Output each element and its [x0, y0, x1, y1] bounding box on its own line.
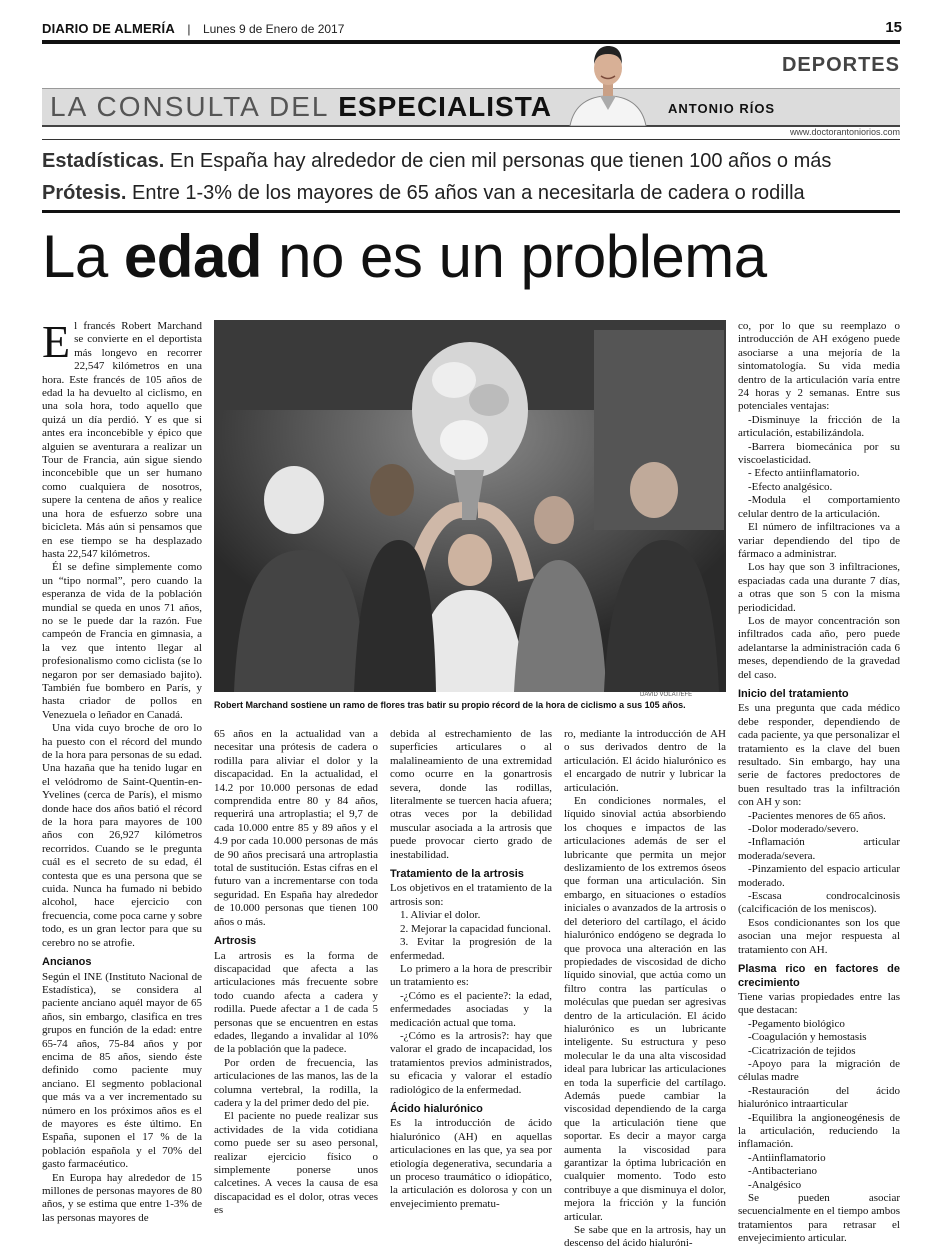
- subhead-prosthesis-lead: Prótesis.: [42, 182, 127, 204]
- list-item: -Analgésico: [748, 1178, 802, 1191]
- paragraph: debida al estrechamiento de las superficies articulares o al malalineamiento de una extremidad como ocurre en la gonartrosis severa, donde las rodillas, literalmente se tuercen hacia afuera; otras veces por la debilidad muscular asociada a la artrosis que puede provocar cierto grado de inestabilidad.: [390, 728, 552, 861]
- headline: [42, 222, 767, 291]
- lead-text: l francés Robert Marchand se convierte en el deportista más longevo en recorrer 22,547 kilómetros en una hora. Este francés de 105 años de edad la ha devuelto al ciclismo, en una sola hora, todo aquello que quizá un día perdió. Y es que si antes era inconcebible y épico que alguien se aventurara a realizar un Tour de Francia, aún sigue siendo inconcebible que un ser humano como cualquiera de nosotros, supere la centena de años y realice una hora de esfuerzo sobre una bicicleta. Más aún si pensamos que en ese tiempo se ha desplazado hasta 22,547 kilómetros.: [42, 320, 202, 560]
- list-item: -¿Cómo es el paciente?: la edad, enfermedades asociadas y la medicación actual que toma.: [390, 989, 552, 1029]
- list-item: -Efecto analgésico.: [748, 480, 833, 493]
- list-item: -¿Cómo es la artrosis?: hay que valorar el grado de incapacidad, los tratamientos previos administrados, su eficacia y valorar el estadío radiológico de la enfermedad.: [390, 1029, 552, 1096]
- paragraph: Por orden de frecuencia, las articulaciones de las manos, las de la columna vertebral, la rodilla, la cadera y la del primer dedo del pie.: [214, 1056, 378, 1109]
- list-item: -Cicatrización de tejidos: [748, 1044, 856, 1057]
- list-item: -Equilibra la angioneogénesis de la articulación, reduciendo la inflamación.: [738, 1111, 900, 1151]
- paragraph: Él se define simplemente como un “tipo normal”, pero cuando la esperanza de vida de la población mundial se queda en unos 71 años, no se le puede dar la razón. Fue campeón de Francia en gimnasia, a la vez que intento llegar al profesionalismo como ciclista (se lo negaron por ser demasiado bajito). También fue bombero en París, y hasta criador de pollos en Venezuela o leñador en Canadá.: [42, 561, 202, 721]
- section-heading-acido-hialuronico: Ácido hialurónico: [390, 1102, 483, 1115]
- list-item: -Pinzamiento del espacio articular moderado.: [738, 863, 900, 889]
- page-number: 15: [885, 19, 902, 36]
- subhead-statistics: [42, 150, 831, 173]
- paragraph: Se sabe que en la artrosis, hay un descenso del ácido hialuróni-: [564, 1224, 726, 1250]
- list-item: - Efecto antiinflamatorio.: [748, 467, 860, 480]
- paragraph: Lo primero a la hora de prescribir un tratamiento es:: [390, 962, 552, 989]
- section-label: DEPORTES: [781, 54, 900, 76]
- subhead-prosthesis: [42, 182, 805, 205]
- list-item: -Inflamación articular moderada/severa.: [738, 836, 900, 862]
- article-column-1: [42, 316, 203, 1225]
- list-item: -Pacientes menores de 65 años.: [748, 809, 886, 822]
- headline-pre: La: [42, 223, 124, 290]
- section-heading-inicio-tratamiento: Inicio del tratamiento: [738, 687, 849, 700]
- list-item: -Apoyo para la migración de células madre: [738, 1057, 900, 1084]
- paragraph: Es la introducción de ácido hialurónico (AH) en aquellas articulaciones en las que, ya sea por etiología degenerativa, secundaria a un proceso traumático o idiopático, la articulación es dolorosa y con un envejecimiento prematu-: [390, 1117, 552, 1210]
- list-item: -Escasa condrocalcinosis (calcificación de los meniscos).: [738, 890, 900, 916]
- lead-paragraph: [42, 316, 202, 561]
- paragraph: Los de mayor concentración son infiltrados cada año, pero puede adelantarse la administración cada 6 meses, dependiendo de la gravedad del caso.: [738, 614, 900, 681]
- list-item: -Restauración del ácido hialurónico intraarticular: [738, 1084, 900, 1111]
- list-item: 3. Evitar la progresión de la enfermedad.: [390, 936, 552, 962]
- paragraph: Una vida cuyo broche de oro lo ha puesto con el récord del mundo de la hora para personas de su edad. Una hazaña que ha tenido lugar en el velódromo de Saint-Quentin-en-Yvelines (cerca de París), el mismo donde hace dos años batió el récord de la hora para mayores de 100 años con 26,927 kilómetros recorridos. Cuando se le pregunta cuál es el secreto de su edad, él contesta que es una persona que se cuida. Nunca ha fumado ni bebido alcohol, hace ejercicio con frecuencia, come poca carne y sobre todo, es un gran lector para que su cerebro no se atrofie.: [42, 722, 203, 949]
- headline-bold: edad: [123, 223, 262, 290]
- paragraph: Según el INE (Instituto Nacional de Estadística), se considera al paciente anciano aquél mayor de 65 años, sin embargo, clasifica en tres grupos en función de la edad: entre 65-74 años, 75-84 años y por encima de 85 años, siendo éste definido como paciente muy anciano. El segmento poblacional que más va a ver incrementado su número en los próximos años es el de mayores es éste último. En España, suponen el 17 % de la población española y el 70% del gasto farmacéutico.: [42, 970, 202, 1171]
- banner-title-light: LA CONSULTA DEL: [50, 91, 339, 122]
- paragraph: Se pueden asociar secuencialmente en el tiempo ambos tratamientos para retrasar el envejecimiento articular.: [738, 1192, 900, 1245]
- section-heading-artrosis: Artrosis: [214, 935, 257, 948]
- paragraph: Tiene varias propiedades entre las que destacan:: [738, 990, 900, 1017]
- article-column-2: [214, 728, 378, 1218]
- list-item: -Dolor moderado/severo.: [748, 823, 859, 836]
- paragraph: En condiciones normales, el líquido sinovial actúa absorbiendo los choques e impactos de las articulaciones además de ser el lubricante que permita un mejor deslizamiento de los extremos óseos que forman una articulación. Sin embargo, en situaciones o estadíos iniciales o avanzados de la artrosis o del deterioro del cartílago, el ácido hialurónico endógeno se degrada lo que provoca una alteración en las propiedades de viscosidad de dicho líquido sinovial, que actúa como un filtro contra las partículas o moléculas que puedan ser agresivas dentro de la articulación. El ácido hialurónico es un lubricante inteligente. Su estructura y peso molecular le da una alta viscosidad ideal para lubricar las articulaciones en toda la superficie del cartílago. Además puede cambiar la viscosidad dependiendo de la carga que la articulación tiene que soportar. Es decir a mayor carga aumenta la viscosidad para garantizar la óptima lubricación en cualquier momento. Todo esto contribuye a que disminuya el dolor, mejora la fricción y la función articular.: [564, 795, 726, 1223]
- header-rule: [42, 40, 900, 44]
- issue-date: Lunes 9 de Enero de 2017: [202, 22, 345, 36]
- list-item: -Antibacteriano: [748, 1165, 818, 1178]
- paragraph: En Europa hay alrededor de 15 millones de personas mayores de 80 años, y se estima que entre 1-3% de las personas mayores de: [42, 1171, 202, 1224]
- paragraph: La artrosis es la forma de discapacidad que afecta a las articulaciones más frecuente sobre todo cuando afecta a cadera y rodilla. Puede afectar a 1 de cada 5 personas que se encuentren en estas edades, llegando a invalidar al 10% de la población que la padece.: [214, 949, 378, 1056]
- column-banner: [42, 88, 900, 127]
- article-column-5: [738, 320, 900, 1246]
- article-column-4: [564, 728, 726, 1251]
- subhead-statistics-lead: Estadísticas.: [42, 150, 165, 172]
- paragraph: El número de infiltraciones va a variar dependiendo del tipo de fármaco a administrar.: [738, 521, 900, 560]
- list-item: 2. Mejorar la capacidad funcional.: [400, 922, 551, 935]
- article-column-3: [390, 728, 552, 1211]
- paragraph: Los hay que son 3 infiltraciones, espaciadas cada una durante 7 días, a otras que son 5 con la misma periodicidad.: [738, 561, 900, 614]
- list-item: 1. Aliviar el dolor.: [400, 909, 481, 922]
- paragraph: co, por lo que su reemplazo o introducción de AH exógeno puede asociarse a una mejoría de la sintomatología. Su vida media dentro de la articulación varía entre 24 horas y 2 semanas. Entre sus potenciales ventajas:: [738, 320, 900, 413]
- section-heading-plasma: Plasma rico en factores de crecimiento: [738, 963, 900, 989]
- paragraph: ro, mediante la introducción de AH o sus derivados dentro de la articulación. El ácido hialurónico es el encargado de nutrir y lubricar la articulación.: [564, 728, 726, 794]
- list-item: -Antiinflamatorio: [748, 1151, 826, 1164]
- paragraph: 65 años en la actualidad van a necesitar una prótesis de cadera o rodilla para aliviar el dolor y la discapacidad. En la actualidad, el 14.2 por 10.000 personas de edad comprendida entre 80 y 84 años, requerirá una artroplastia; el 9,7 de cada 10.000 entre 85 y 89 años y el 4.9 por cada 10.000 personas de más de 90 años precisará una artroplastia total de sustitución. Estas cifras en el futuro van a incrementarse con toda seguridad. En España hay alrededor de 10.000 personas que tienen 100 años o más.: [214, 728, 378, 928]
- banner-title-bold: ESPECIALISTA: [338, 91, 552, 122]
- paragraph: Es una pregunta que cada médico debe responder, dependiendo de cada paciente, ya que personalizar el tratamiento es la clave del buen resultado. Sin embargo, hay una serie de factores predoctores de buen resultado tras la infiltración con AH y son:: [738, 702, 900, 809]
- paragraph: Esos condicionantes son los que asocian una mejor respuesta al tratamiento con AH.: [738, 916, 900, 956]
- banner-rule: [42, 139, 900, 140]
- photo-credit: DAVID VOLAT/EFE: [640, 692, 693, 698]
- paragraph: El paciente no puede realizar sus actividades de la vida cotidiana como puede ser su aseo personal, realizar ejercicio físico o simplemente ponerse unos calcetines. A veces la causa de esa discapacidad es el dolor, otras veces es: [214, 1110, 378, 1217]
- section-heading-ancianos: Ancianos: [42, 956, 92, 969]
- paragraph: Los objetivos en el tratamiento de la artrosis son:: [390, 882, 552, 908]
- news-photo: [214, 320, 726, 692]
- page-header: [42, 20, 902, 42]
- list-item: -Barrera biomecánica por su viscoelasticidad.: [738, 440, 900, 467]
- newspaper-name: DIARIO DE ALMERÍA: [42, 21, 175, 36]
- banner-title: [50, 91, 552, 123]
- list-item: -Pegamento biológico: [748, 1017, 845, 1030]
- section-heading-tratamiento-artrosis: Tratamiento de la artrosis: [390, 868, 524, 881]
- list-item: -Disminuye la fricción de la articulación, estabilizándola.: [738, 413, 900, 440]
- subhead-prosthesis-text: Entre 1-3% de los mayores de 65 años van a necesitarla de cadera o rodilla: [126, 182, 805, 204]
- author-website: www.doctorantoniorios.com: [789, 127, 900, 137]
- photo-caption: Robert Marchand sostiene un ramo de flores tras batir su propio récord de la hora de ciclismo a sus 105 años.: [214, 700, 686, 710]
- author-name: ANTONIO RÍOS: [668, 101, 776, 116]
- headline-post: no es un problema: [261, 223, 767, 290]
- list-item: -Coagulación y hemostasis: [748, 1031, 867, 1044]
- subhead-statistics-text: En España hay alrededor de cien mil personas que tienen 100 años o más: [164, 150, 832, 172]
- date-separator: |: [187, 22, 191, 36]
- subhead-rule: [42, 210, 900, 213]
- author-portrait: [560, 30, 656, 126]
- drop-cap: E: [42, 316, 71, 367]
- list-item: -Modula el comportamiento celular dentro de la articulación.: [738, 494, 900, 520]
